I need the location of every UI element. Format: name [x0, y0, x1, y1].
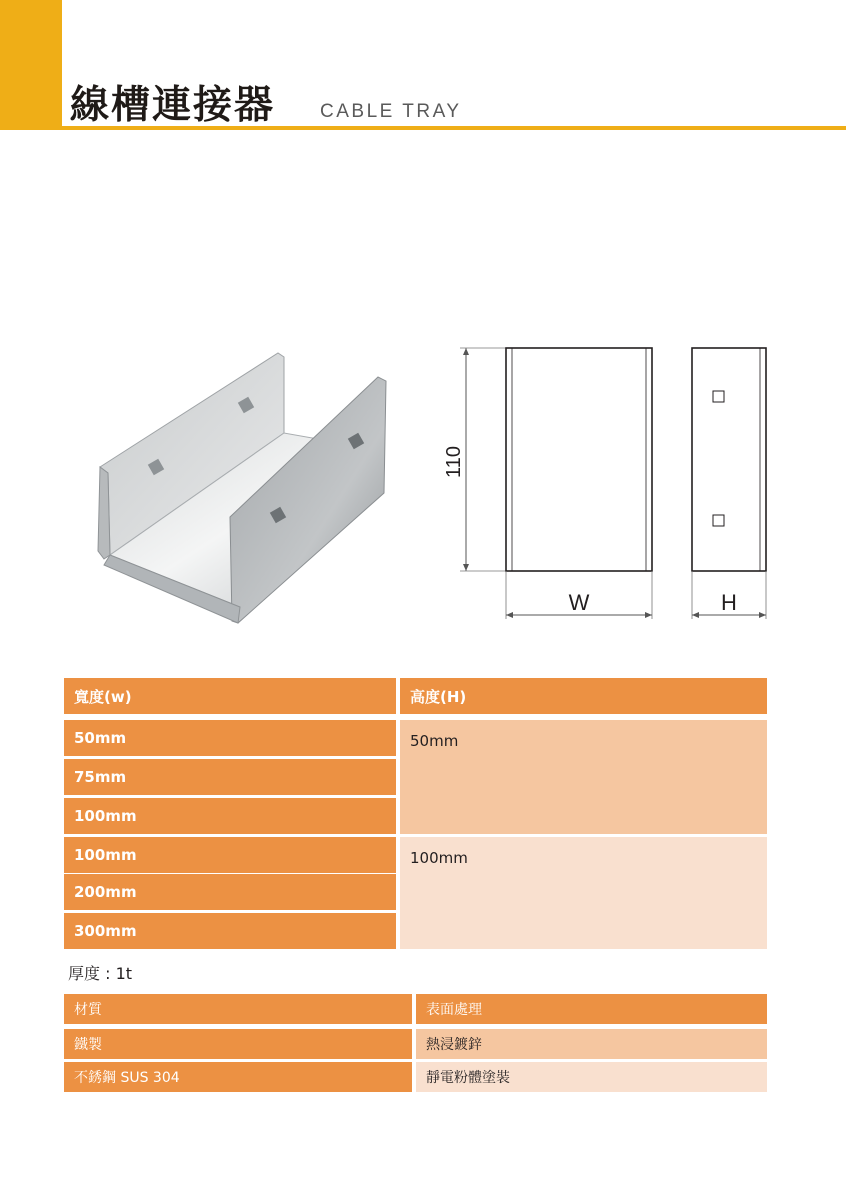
page-title: 線槽連接器 — [70, 83, 276, 128]
material-cell: 鐵製 — [64, 1029, 412, 1059]
finish-cell: 熱浸鍍鋅 — [416, 1029, 767, 1059]
depth-dimension-label: H — [721, 590, 737, 615]
width-cell: 200mm — [64, 874, 396, 910]
front-view — [506, 348, 652, 571]
page-subtitle: CABLE TRAY — [320, 101, 462, 122]
material-cell: 不銹鋼 SUS 304 — [64, 1062, 412, 1092]
width-cell: 100mm — [64, 837, 396, 873]
thickness-note: 厚度 : 1t — [68, 964, 133, 983]
width-cell: 100mm — [64, 798, 396, 834]
finish-column-header: 表面處理 — [416, 994, 767, 1024]
height-cell: 50mm — [400, 720, 767, 834]
material-column-header: 材質 — [64, 994, 412, 1024]
cable-tray-connector-illustration — [90, 345, 400, 625]
side-view — [692, 348, 766, 571]
header-accent-block — [0, 0, 62, 130]
finish-cell: 靜電粉體塗裝 — [416, 1062, 767, 1092]
width-cell: 50mm — [64, 720, 396, 756]
width-column-header: 寬度(w) — [64, 678, 396, 714]
height-cell: 100mm — [400, 837, 767, 949]
height-dimension-label: 110 — [443, 446, 465, 478]
width-cell: 75mm — [64, 759, 396, 795]
technical-drawing — [430, 335, 776, 625]
width-cell: 300mm — [64, 913, 396, 949]
height-column-header: 高度(H) — [400, 678, 767, 714]
width-dimension-label: W — [568, 590, 590, 615]
